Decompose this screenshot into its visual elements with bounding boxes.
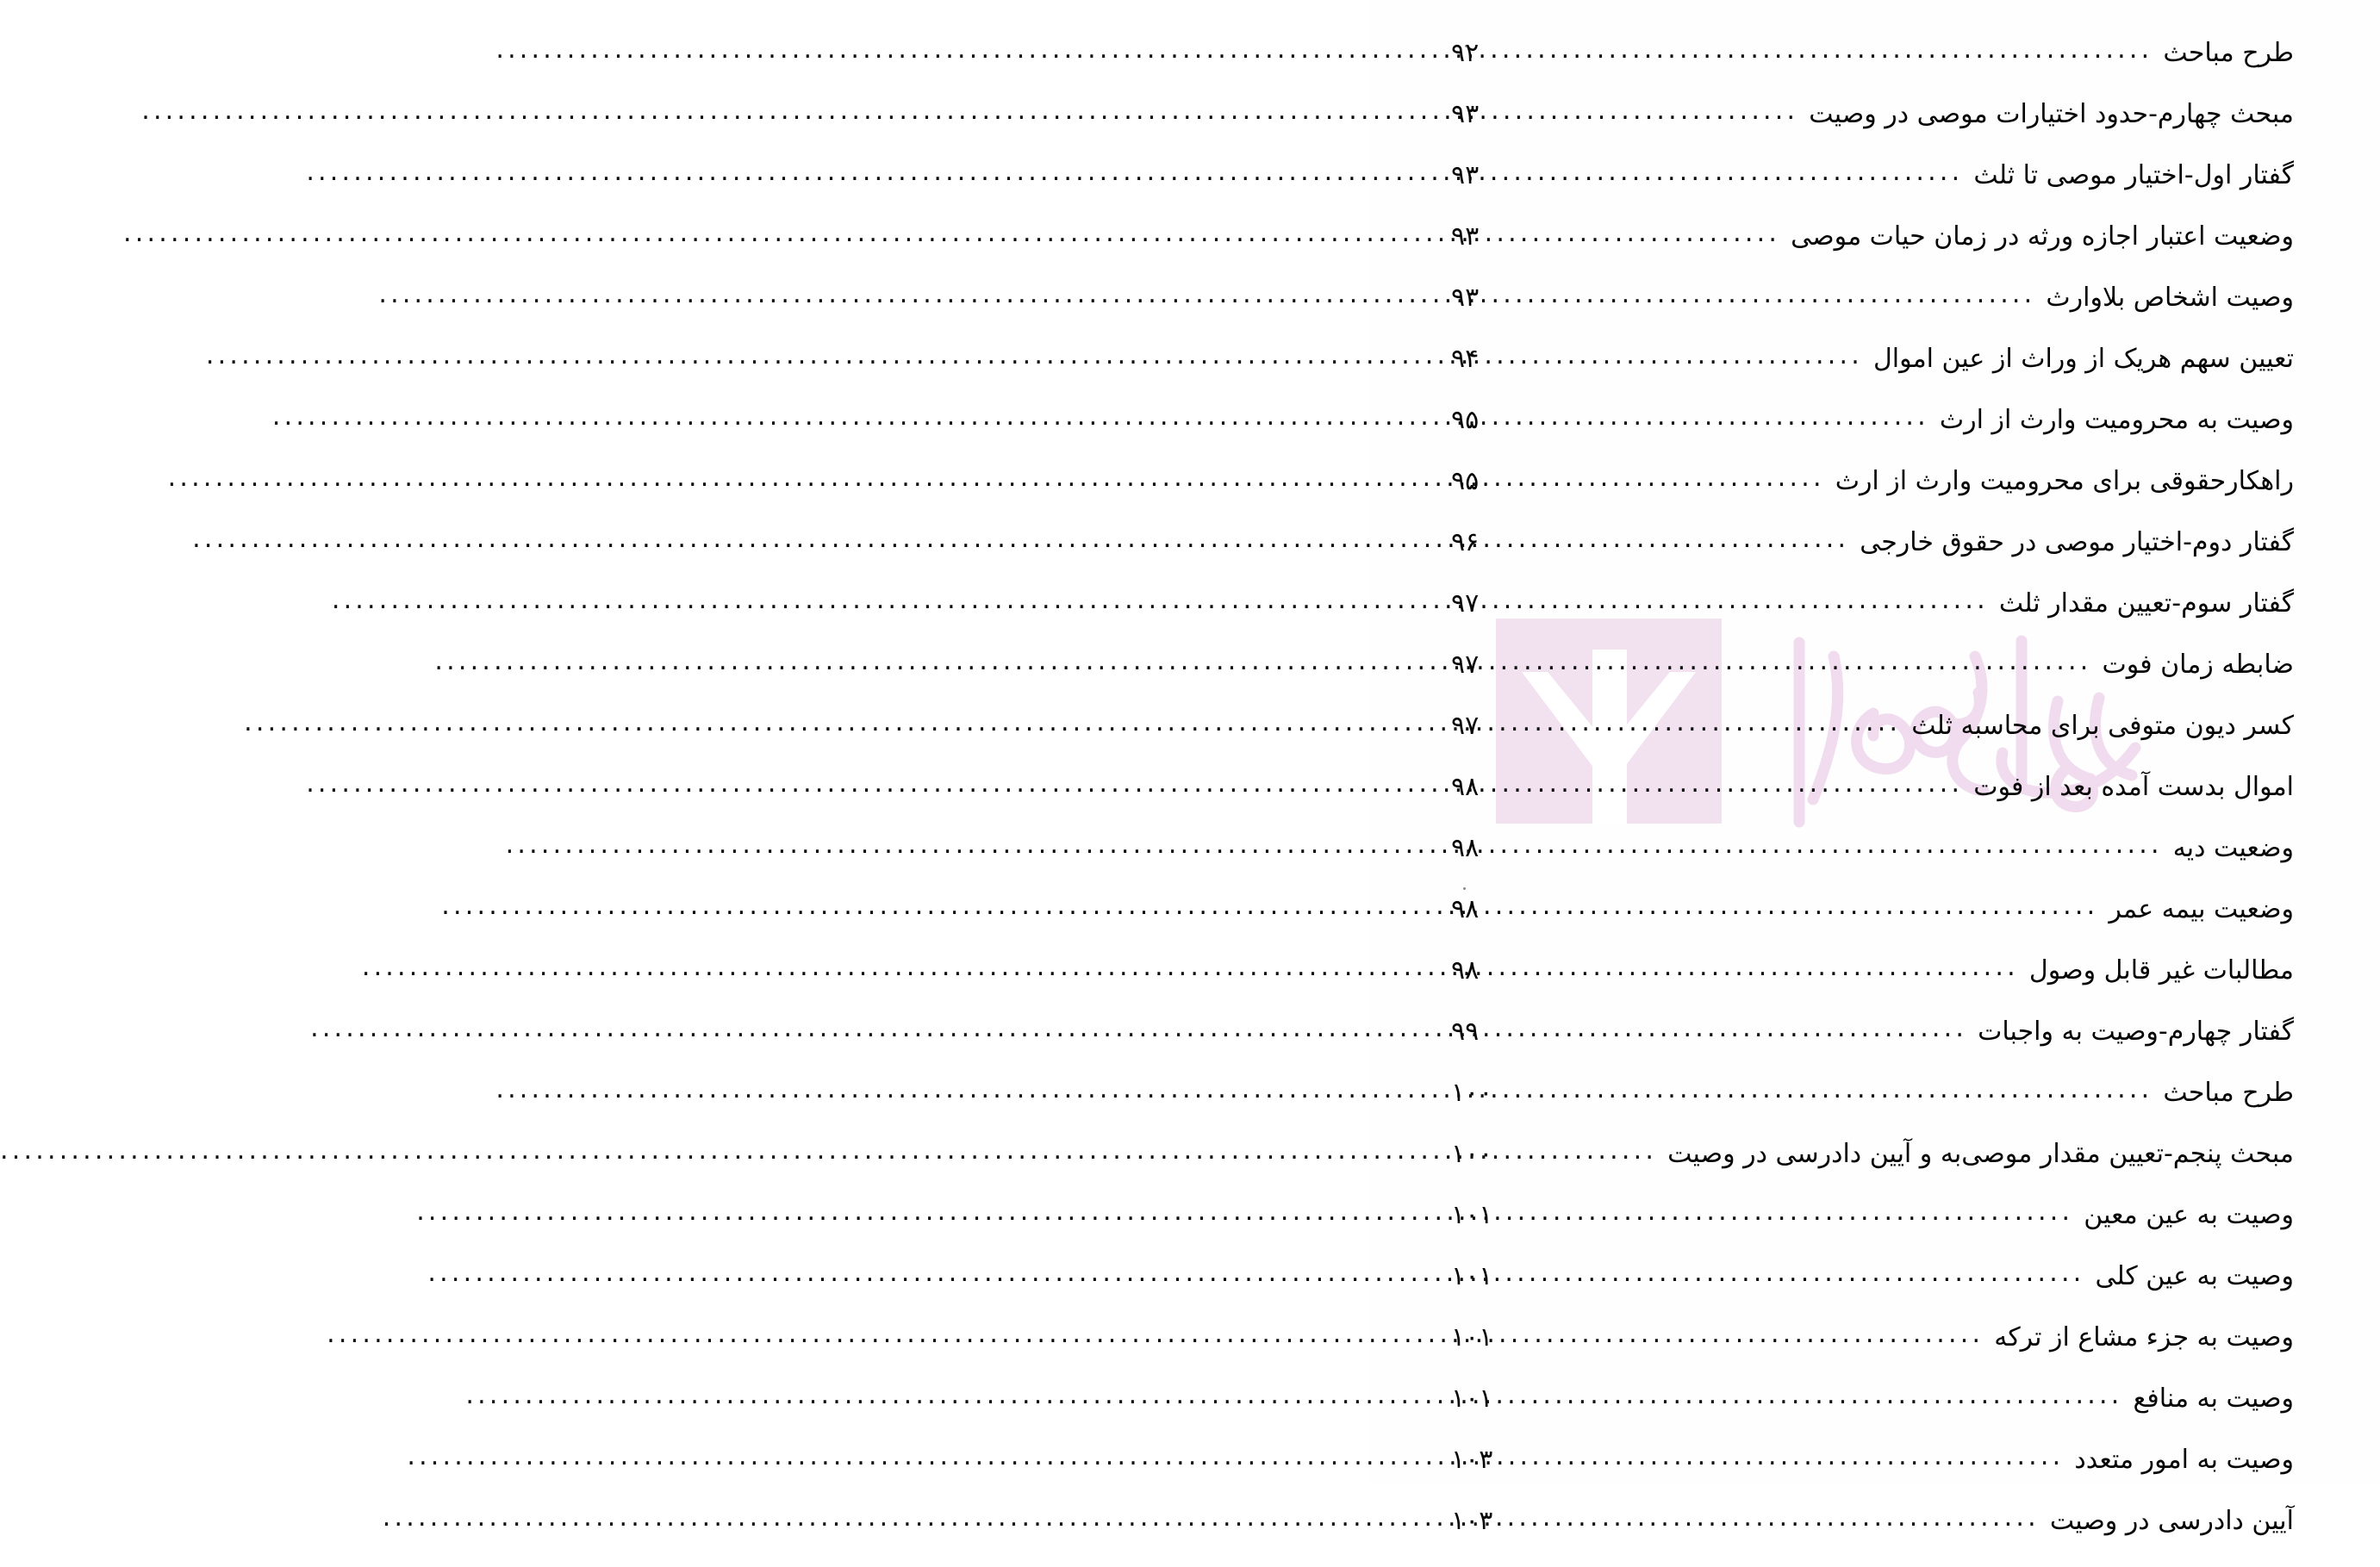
toc-entry-title: مبحث چهارم-حدود اختیارات موصی در وصیت [1809, 99, 2294, 129]
toc-entry-page-number: ۹۴ [1451, 344, 1480, 374]
toc-entry-title: گفتار دوم-اختیار موصی در حقوق خارجی [1860, 527, 2294, 557]
toc-entry-page-number: ۱۰۱ [1451, 1200, 1493, 1230]
toc-entry-page-number: ۱۰۱ [1451, 1261, 1493, 1291]
toc-dot-leader [1495, 109, 1798, 122]
toc-entry[interactable] [1451, 1445, 2294, 1506]
toc-entry-title: کسر دیون متوفی برای محاسبه ثلث [1911, 711, 2294, 741]
table-of-contents-list [1368, 0, 2380, 1567]
toc-entry[interactable] [1451, 38, 2294, 99]
toc-entry-page-number: ۹۸ [1451, 772, 1480, 802]
toc-entry[interactable] [1451, 1384, 2294, 1445]
toc-entry[interactable] [1451, 221, 2294, 283]
toc-entry[interactable] [1451, 894, 2294, 955]
toc-entry[interactable] [1451, 1017, 2294, 1078]
toc-entry-title: وصیت به جزء مشاع از ترکه [1994, 1322, 2294, 1352]
toc-entry[interactable] [1451, 99, 2294, 160]
toc-dot-leader [1495, 965, 2019, 979]
toc-dot-leader [1495, 598, 1989, 612]
toc-dot-leader [1495, 781, 1963, 795]
toc-entry-page-number: ۹۵ [1451, 405, 1480, 435]
toc-dot-leader [1495, 904, 2098, 917]
toc-entry-page-number: ۹۹ [1451, 1017, 1480, 1047]
toc-entry-title: طرح مباحث [2163, 38, 2294, 68]
toc-entry-page-number: ۱۰۳ [1451, 1506, 1493, 1536]
toc-entry-page-number: ۹۸ [1451, 894, 1480, 924]
toc-entry-page-number: ۹۷ [1451, 588, 1480, 619]
toc-entry-title: وصیت به امور متعدد [2074, 1445, 2294, 1475]
toc-entry[interactable] [1451, 833, 2294, 894]
toc-dot-leader [1495, 1026, 1967, 1040]
toc-entry-title: مطالبات غیر قابل وصول [2028, 955, 2294, 986]
toc-entry-title: آیین دادرسی در وصیت [2049, 1506, 2294, 1536]
toc-dot-leader [1495, 414, 1929, 428]
toc-entry-page-number: ۱۰۱ [1451, 1322, 1493, 1352]
toc-entry-page-number: ۹۷ [1451, 650, 1480, 680]
toc-entry-title: وصیت به عین کلی [2095, 1261, 2294, 1291]
toc-entry-title: اموال بدست آمده بعد از فوت [1973, 772, 2294, 802]
toc-entry-page-number: ۹۳ [1451, 160, 1480, 190]
toc-dot-leader [1497, 1087, 2153, 1101]
toc-entry-title: مبحث پنجم-تعیین مقدار موصی‌به و آیین دادرسی در وصیت [1667, 1139, 2294, 1169]
toc-entry-page-number: ۹۸ [1451, 955, 1480, 986]
toc-entry-page-number: ۹۲ [1451, 38, 1480, 68]
toc-entry-page-number: ۱۰۰ [1451, 1139, 1493, 1169]
toc-entry[interactable] [1451, 1078, 2294, 1139]
toc-entry-page-number: ۱۰۳ [1451, 1445, 1493, 1475]
toc-entry-title: راهکارحقوقی برای محرومیت وارث از ارث [1835, 466, 2294, 496]
toc-dot-leader [1495, 476, 1825, 489]
toc-dot-leader [1497, 1515, 2039, 1529]
toc-dot-leader [1497, 1209, 2073, 1223]
toc-entry-page-number: ۹۸ [1451, 833, 1480, 863]
toc-dot-leader [1497, 1393, 2122, 1407]
toc-entry-page-number: ۹۵ [1451, 466, 1480, 496]
toc-entry-title: وصیت به عین معین [2084, 1200, 2294, 1230]
toc-dot-leader [1495, 170, 1963, 183]
toc-entry-page-number: ۹۳ [1451, 221, 1480, 252]
toc-entry[interactable] [1451, 650, 2294, 711]
toc-entry-title: ضابطه زمان فوت [2102, 650, 2294, 680]
toc-entry-title: وصیت اشخاص بلاوارث [2046, 283, 2294, 313]
toc-entry[interactable] [1451, 588, 2294, 650]
toc-entry-title: وصیت به منافع [2133, 1384, 2294, 1414]
toc-entry[interactable] [1451, 283, 2294, 344]
toc-entry[interactable] [1451, 466, 2294, 527]
toc-dot-leader [1497, 1332, 1984, 1346]
toc-entry-page-number: ۱۰۱ [1451, 1384, 1493, 1414]
toc-entry[interactable] [1451, 711, 2294, 772]
toc-entry-page-number: ۹۳ [1451, 283, 1480, 313]
toc-dot-leader [1495, 353, 1863, 367]
toc-entry[interactable] [1451, 160, 2294, 221]
toc-entry[interactable] [1451, 405, 2294, 466]
toc-entry[interactable] [1451, 1139, 2294, 1200]
toc-dot-leader [1497, 1148, 1657, 1162]
toc-entry-title: وصیت به محرومیت وارث از ارث [1939, 405, 2294, 435]
toc-dot-leader [1495, 659, 2091, 673]
toc-entry-title: تعیین سهم هریک از وراث از عین اموال [1872, 344, 2294, 374]
toc-entry-title: گفتار سوم-تعیین مقدار ثلث [1998, 588, 2294, 619]
toc-dot-leader [1497, 1271, 2084, 1284]
toc-entry[interactable] [1451, 1506, 2294, 1567]
toc-dot-leader [1497, 1454, 2064, 1468]
toc-entry-title: وضعیت اعتبار اجازه ورثه در زمان حیات موصی [1791, 221, 2294, 252]
toc-entry-page-number: ۹۶ [1451, 527, 1480, 557]
toc-entry-title: وضعیت بیمه عمر [2109, 894, 2294, 924]
toc-entry-title: گفتار چهارم-وصیت به واجبات [1978, 1017, 2294, 1047]
toc-entry-page-number: ۱۰۰ [1451, 1078, 1493, 1108]
toc-entry-title: طرح مباحث [2163, 1078, 2294, 1108]
toc-entry-title: گفتار اول-اختیار موصی تا ثلث [1973, 160, 2294, 190]
toc-entry[interactable] [1451, 1200, 2294, 1261]
toc-entry-page-number: ۹۳ [1451, 99, 1480, 129]
toc-entry[interactable] [1451, 955, 2294, 1017]
toc-dot-leader [1495, 537, 1849, 550]
toc-entry[interactable] [1451, 772, 2294, 833]
toc-dot-leader [1495, 47, 2153, 61]
document-page [1368, 0, 2380, 1536]
toc-entry[interactable] [1451, 344, 2294, 405]
toc-dot-leader [1495, 843, 2163, 856]
toc-entry[interactable] [1451, 1261, 2294, 1322]
toc-entry[interactable] [1451, 1322, 2294, 1384]
toc-entry-page-number: ۹۷ [1451, 711, 1480, 741]
toc-dot-leader [1495, 720, 1901, 734]
toc-dot-leader [1495, 231, 1780, 245]
toc-entry[interactable] [1451, 527, 2294, 588]
toc-entry-title: وضعیت دیه [2172, 833, 2294, 863]
toc-dot-leader [1495, 292, 2035, 306]
